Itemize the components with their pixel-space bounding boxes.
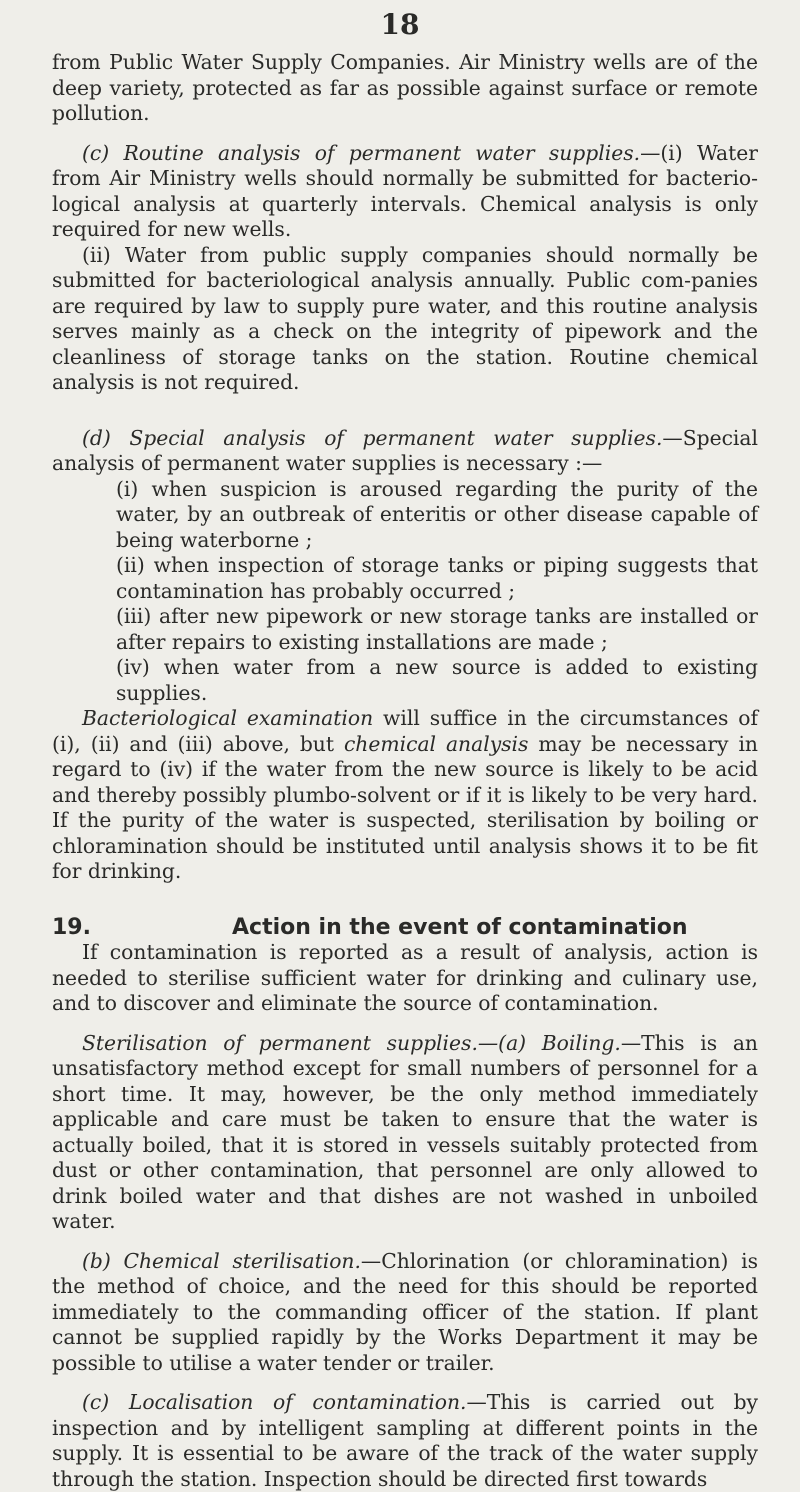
intro-paragraph: from Public Water Supply Companies. Air Ministry wells are of the deep variety, protected as far as possible against surface or remote pollution. <box>52 50 758 125</box>
section-title: Action in the event of contamination <box>232 914 688 940</box>
bact-label: Bacteriological examination <box>82 706 374 730</box>
heading-19-c: (c) Localisation of contamination. <box>82 1390 467 1414</box>
bact-mid: will suffice in the circumstances of (i), (ii) and (iii) above, but <box>52 706 758 756</box>
section-number: 19. <box>52 914 91 940</box>
paragraph-c-ii: (ii) Water from public supply companies should normally be submitted for bacteriological analysis annually. Public com-panies are required by law to supply pure water, and this routine analysis serves mainly as a check on the integrity of pipework and the cleanliness of storage tanks on the station. Routine chemical analysis is not required. <box>52 242 758 394</box>
page-number: 18 <box>380 8 420 41</box>
paragraph-19-a <box>52 1031 758 1235</box>
page-body <box>52 50 758 1492</box>
chem-label: chemical analysis <box>343 731 529 756</box>
text-c-i: —(i) Water from Air Ministry wells should normally be submitted for bacterio-logical analysis at quarterly intervals. Chemical analysis is only required for new wells. <box>52 140 758 241</box>
section-19-intro: If contamination is reported as a result of analysis, action is needed to sterilise sufficient water for drinking and culinary use, and to discover and eliminate the source of contamination. <box>52 940 758 1015</box>
section-19-heading <box>52 915 758 941</box>
list-item-d-iv: (iv) when water from a new source is added to existing supplies. <box>116 655 758 705</box>
list-item-d-iii: (iii) after new pipework or new storage tanks are installed or after repairs to existing installations are made ; <box>116 604 758 654</box>
text-d-lead: —Special analysis of permanent water supplies is necessary :— <box>52 425 758 475</box>
text-19-a: —This is an unsatisfactory method except for small numbers of personnel for a short time. It may, however, be the only method immediately applicable and care must be taken to ensure that the water is actually boiled, that it is stored in vessels suitably protected from dust or other contamination, that personnel are only allowed to drink boiled water and that dishes are not washed in unboiled water. <box>52 1030 758 1233</box>
heading-d: (d) Special analysis of permanent water supplies. <box>82 425 663 450</box>
list-item-d-ii: (ii) when inspection of storage tanks or piping suggests that contamination has probably occurred ; <box>116 553 758 603</box>
list-item-d-i: (i) when suspicion is aroused regarding the purity of the water, by an outbreak of enteritis or other disease capable of being waterborne ; <box>116 476 758 552</box>
bact-end: may be necessary in regard to (iv) if the water from the new source is likely to be acid and thereby possibly plumbo-solvent or if it is likely to be very hard. If the purity of the water is suspected, sterilisation by boiling or chloramination should be instituted until analysis shows it to be fit for drinking. <box>52 731 758 883</box>
heading-19-a: Sterilisation of permanent supplies.—(a) Boiling. <box>82 1030 621 1055</box>
paragraph-19-b <box>52 1249 758 1377</box>
text-19-c: —This is carried out by inspection and by intelligent sampling at different points in the supply. It is essential to be aware of the track of the water supply through the station. Inspection should be directed first towards <box>52 1390 759 1491</box>
text-19-b: —Chlorination (or chloramination) is the method of choice, and the need for this should be reported immediately to the commanding officer of the station. If plant cannot be supplied rapidly by the Works Department it may be possible to utilise a water tender or trailer. <box>52 1248 758 1375</box>
paragraph-d <box>52 426 758 477</box>
heading-19-b: (b) Chemical sterilisation. <box>82 1248 361 1273</box>
paragraph-19-c <box>52 1390 758 1492</box>
heading-c: (c) Routine analysis of permanent water supplies. <box>82 140 641 165</box>
paragraph-bacteriological <box>52 706 758 885</box>
paragraph-c-i <box>52 141 758 243</box>
